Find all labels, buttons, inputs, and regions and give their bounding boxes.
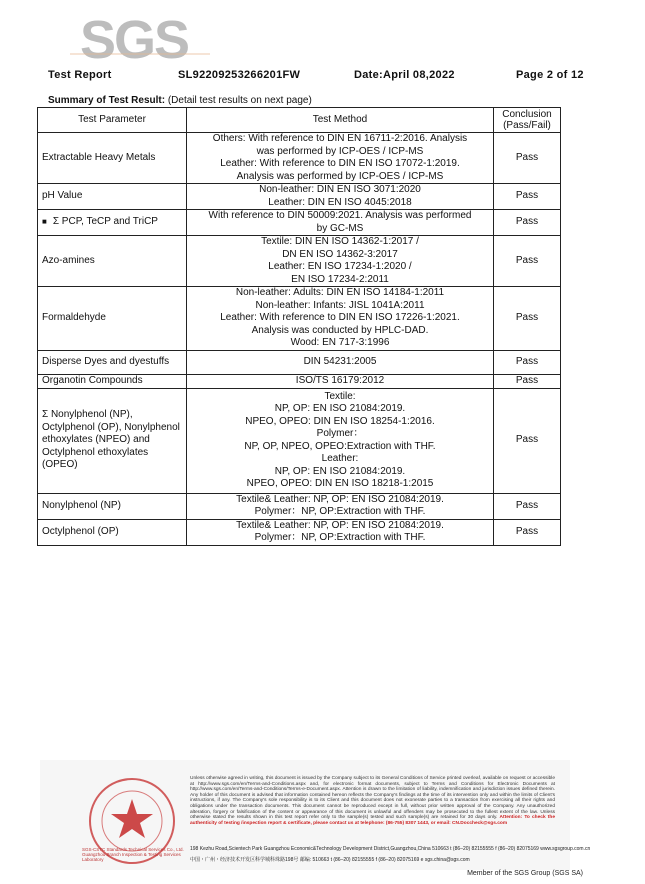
test-method-line: DN EN ISO 14362-3:2017 xyxy=(282,248,398,260)
sgs-logo xyxy=(70,12,210,72)
table-row xyxy=(38,350,561,374)
conclusion-cell: Pass xyxy=(494,210,561,236)
address-english: 198 Kezhu Road,Scientech Park Guangzhou Economic&Technology Development District,Guangzhou,China 510663 t (86–20) 82155555 f (86–20) 82075169 www.sgsgroup.com.cn xyxy=(190,846,591,852)
test-parameter-cell xyxy=(38,493,187,519)
test-parameter-cell xyxy=(38,374,187,388)
disclaimer-text: Unless otherwise agreed in writing, this document is issued by the Company subject to its General Conditions of Service printed overleaf, available on request or accessible at http://www.sgs.com/en/Terms-and-Conditions.aspx and, for electronic format documents, subject to Terms and Conditions for Electronic Documents at http://www.sgs.com/en/Terms-and-Conditions/Terms-e-Document.aspx. Attention is drawn to the limitation of liability, indemnification and jurisdiction issues defined therein. Any holder of this document is advised that information contained hereon reflects the Company's findings at the time of its intervention only and within the limits of Client's instructions, if any. The Company's sole responsibility is to its Client and this document does not exonerate parties to a transaction from exercising all their rights and obligations under the transaction documents. This document cannot be reproduced except in full, without prior written approval of the Company. Any unauthorized alteration, forgery or falsification of the content or appearance of this document is unlawful and offenders may be prosecuted to the fullest extent of the law. Unless otherwise stated the results shown in this test report refer only to the sample(s) tested and such sample(s) are retained for 30 days only. xyxy=(190,776,555,821)
header-test-method: Test Method xyxy=(187,108,494,133)
conclusion-cell: Pass xyxy=(494,184,561,210)
summary-table xyxy=(37,107,561,546)
test-parameter-label: Azo-amines xyxy=(42,254,95,266)
conclusion-cell: Pass xyxy=(494,493,561,519)
test-method-line: ISO/TS 16179:2012 xyxy=(295,374,385,386)
test-method-cell xyxy=(187,374,494,388)
header-conclusion: Conclusion (Pass/Fail) xyxy=(494,108,561,133)
test-method-line: Non-leather: DIN EN ISO 3071:2020 xyxy=(259,184,421,195)
test-method-line: Polymer： xyxy=(316,428,364,439)
test-parameter-label: Organotin Compounds xyxy=(42,374,143,386)
summary-title: Summary of Test Result: xyxy=(48,95,166,106)
test-method-line: Textile: DIN EN ISO 14362-1:2017 / xyxy=(261,236,419,247)
authenticity-notice: Attention: To check the authenticity of testing /inspection report & certificate, please contact us at telephone: (86-755) 8307 1443, or email: CN.Doccheck@sgs.com xyxy=(190,815,555,826)
test-method-cell xyxy=(187,493,494,519)
table-row xyxy=(38,287,561,351)
test-parameter-cell xyxy=(38,519,187,545)
test-method-line: Non-leather: Infants: JISL 1041A:2011 xyxy=(255,299,425,311)
sgs-member-note: Member of the SGS Group (SGS SA) xyxy=(467,870,583,877)
test-method-line: Leather: With reference to DIN EN ISO 17226-1:2021. xyxy=(220,312,460,323)
table-row xyxy=(38,210,561,236)
test-parameter-label: Extractable Heavy Metals xyxy=(42,151,156,163)
bullet-icon: ■ xyxy=(42,217,47,227)
test-parameter-label: Octylphenol (OP) xyxy=(42,525,119,537)
table-row xyxy=(38,493,561,519)
header-test-parameter: Test Parameter xyxy=(38,108,187,133)
test-method-cell xyxy=(187,388,494,493)
table-row xyxy=(38,236,561,287)
test-method-line: NPEO, OPEO: DIN EN ISO 18218-1:2015 xyxy=(246,478,434,489)
report-number: SL92209253266201FW xyxy=(178,69,301,81)
conclusion-cell: Pass xyxy=(494,374,561,388)
conclusion-cell: Pass xyxy=(494,350,561,374)
test-method-cell xyxy=(187,184,494,210)
test-method-line: Leather: EN ISO 17234-1:2020 / xyxy=(268,261,412,272)
test-method-line: DIN 54231:2005 xyxy=(303,355,377,367)
test-method-line: NPEO, OPEO: DIN EN ISO 18254-1:2016. xyxy=(245,415,435,427)
test-parameter-cell xyxy=(38,388,187,493)
test-method-line: Textile& Leather: NP, OP: EN ISO 21084:2019. xyxy=(236,493,444,505)
test-parameter-label: Formaldehyde xyxy=(42,312,106,323)
table-row xyxy=(38,519,561,545)
table-row xyxy=(38,133,561,184)
test-method-line: With reference to DIN 50009:2021. Analysis was performed xyxy=(208,210,472,221)
table-body xyxy=(38,133,561,546)
test-method-line: Analysis was performed by ICP-OES / ICP-MS xyxy=(236,170,444,182)
report-label: Test Report xyxy=(48,69,112,81)
test-method-line: NP, OP: EN ISO 21084:2019. xyxy=(274,403,406,414)
conclusion-cell: Pass xyxy=(494,287,561,351)
test-method-line: Leather: With reference to DIN EN ISO 17072-1:2019. xyxy=(220,158,460,169)
test-method-line: Textile& Leather: NP, OP: EN ISO 21084:2019. xyxy=(236,519,444,531)
test-parameter-label: Σ PCP, TeCP and TriCP xyxy=(52,216,158,228)
test-parameter-label: Disperse Dyes and dyestuffs xyxy=(42,355,170,367)
stamp-caption: SGS-CSTC Standards Technical Services Co., Ltd. Guangzhou Branch Inspection & Testing Services Laboratory xyxy=(82,847,184,862)
disclaimer xyxy=(190,776,555,826)
test-parameter-label: Σ Nonylphenol (NP), Octylphenol (OP), Nonylphenol ethoxylates (NPEO) and Octylphenol ethoxylates (OPEO) xyxy=(42,409,180,471)
test-method-line: Polymer：NP, OP:Extraction with THF. xyxy=(254,506,426,517)
test-method-line: Non-leather: Adults: DIN EN ISO 14184-1:2011 xyxy=(235,287,445,298)
table-row xyxy=(38,184,561,210)
test-method-cell xyxy=(187,350,494,374)
test-parameter-cell xyxy=(38,236,187,287)
test-parameter-cell xyxy=(38,287,187,351)
test-method-cell xyxy=(187,287,494,351)
test-method-cell xyxy=(187,519,494,545)
test-method-line: EN ISO 17234-2:2011 xyxy=(291,273,389,285)
test-method-line: Others: With reference to DIN EN 16711-2:2016. Analysis xyxy=(212,133,468,144)
test-method-line: Leather: xyxy=(321,453,359,464)
test-method-line: by GC-MS xyxy=(316,222,364,234)
test-method-cell xyxy=(187,210,494,236)
test-method-line: NP, OP, NPEO, OPEO:Extraction with THF. xyxy=(244,440,436,452)
test-parameter-cell xyxy=(38,133,187,184)
test-method-cell xyxy=(187,236,494,287)
test-method-line: Polymer：NP, OP:Extraction with THF. xyxy=(254,532,426,543)
summary-note: (Detail test results on next page) xyxy=(167,95,312,106)
test-parameter-cell xyxy=(38,350,187,374)
test-parameter-cell xyxy=(38,210,187,236)
table-row xyxy=(38,388,561,493)
sgs-logo-text: SGS xyxy=(80,12,189,70)
table-header-row xyxy=(38,108,561,133)
table-row xyxy=(38,374,561,388)
test-method-line: Analysis was conducted by HPLC-DAD. xyxy=(251,324,429,336)
test-parameter-label: Nonylphenol (NP) xyxy=(42,499,121,511)
test-method-line: Wood: EN 717-3:1996 xyxy=(290,337,390,348)
test-method-line: NP, OP: EN ISO 21084:2019. xyxy=(274,465,406,477)
report-date: Date:April 08,2022 xyxy=(354,69,455,81)
test-method-line: Leather: DIN EN ISO 4045:2018 xyxy=(268,196,412,208)
conclusion-cell: Pass xyxy=(494,236,561,287)
page-number: Page 2 of 12 xyxy=(516,69,584,81)
conclusion-cell: Pass xyxy=(494,519,561,545)
address-chinese: 中国・广州・经济技术开发区科学城科珠路198号 邮编: 510663 t (86–20) 82155555 f (86–20) 82075169 e sgs.china@sgs.com xyxy=(190,857,470,863)
test-parameter-cell xyxy=(38,184,187,210)
summary-heading xyxy=(48,95,312,106)
conclusion-cell: Pass xyxy=(494,133,561,184)
test-method-line: Textile: xyxy=(324,390,356,402)
test-method-cell xyxy=(187,133,494,184)
test-method-line: was performed by ICP-OES / ICP-MS xyxy=(256,145,424,157)
test-parameter-label: pH Value xyxy=(42,190,83,202)
conclusion-cell: Pass xyxy=(494,388,561,493)
